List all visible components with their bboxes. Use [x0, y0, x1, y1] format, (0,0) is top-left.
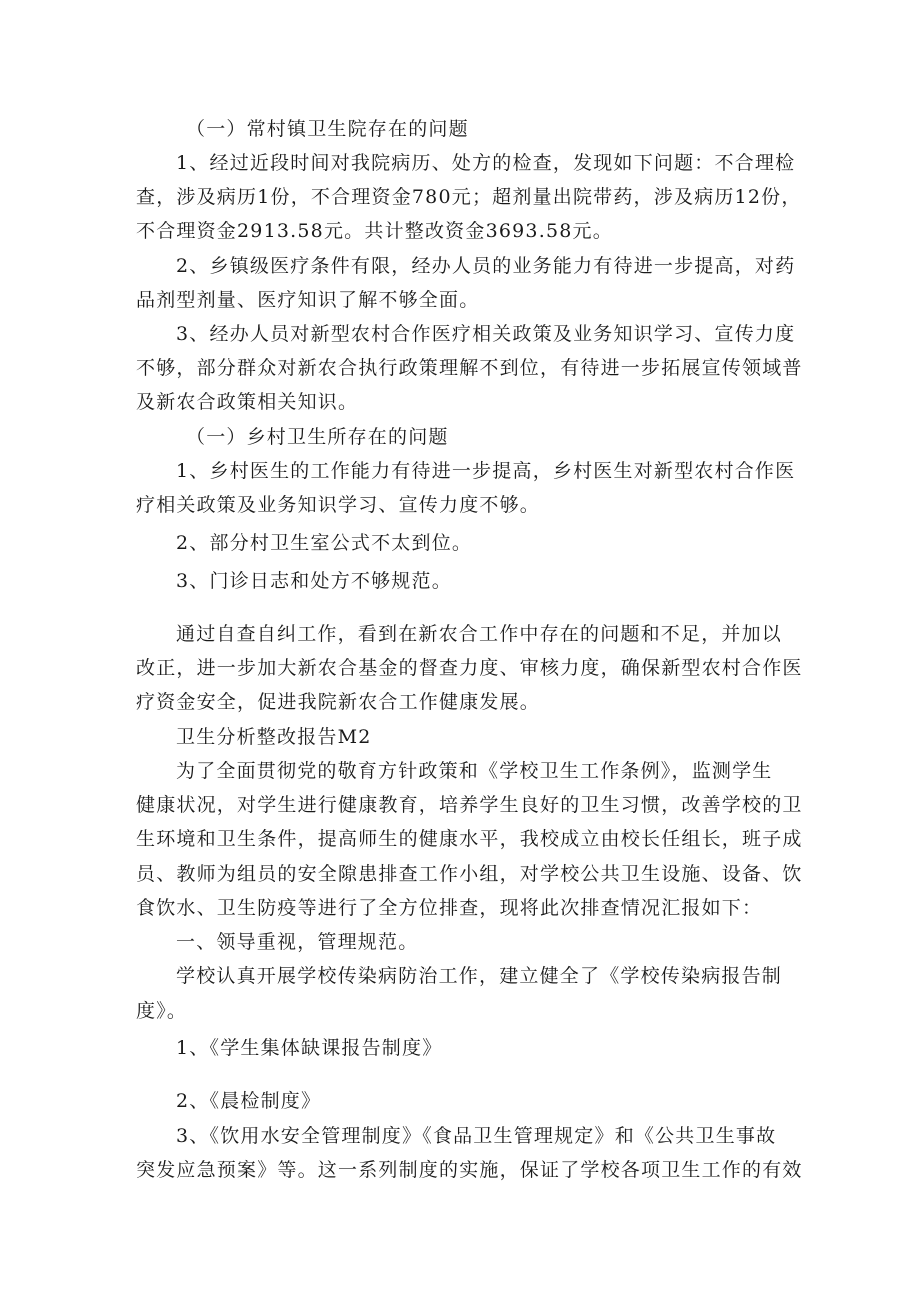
text-line: 食饮水、卫生防疫等进行了全方位排查，现将此次排查情况汇报如下：	[136, 897, 763, 919]
text-line: 疗相关政策及业务知识学习、宣传力度不够。	[136, 494, 541, 516]
text-line: 不合理资金2913.58元。共计整改资金3693.58元。	[136, 220, 613, 242]
text-line: 3、经办人员对新型农村合作医疗相关政策及业务知识学习、宣传力度	[176, 323, 796, 345]
text-line: 1、乡村医生的工作能力有待进一步提高，乡村医生对新型农村合作医	[176, 460, 796, 482]
text-line: 3、门诊日志和处方不够规范。	[176, 570, 452, 592]
section-heading-township-hospital: （一）常村镇卫生院存在的问题	[186, 118, 469, 140]
text-line: 疗资金安全，促进我院新农合工作健康发展。	[136, 691, 541, 713]
text-line: 不够，部分群众对新农合执行政策理解不到位，有待进一步拓展宣传领域普	[136, 357, 803, 379]
text-line: 为了全面贯彻党的敬育方针政策和《学校卫生工作条例》，监测学生	[176, 760, 773, 782]
text-line: 2、部分村卫生室公式不太到位。	[176, 532, 473, 554]
report-title: 卫生分析整改报告M2	[176, 726, 372, 748]
text-line: 健康状况，对学生进行健康教育，培养学生良好的卫生习惯，改善学校的卫	[136, 794, 803, 816]
section-heading-village-clinic: （一）乡村卫生所存在的问题	[186, 426, 449, 448]
text-line: 生环境和卫生条件，提高师生的健康水平，我校成立由校长任组长，班子成	[136, 828, 803, 850]
section-heading-leadership: 一、领导重视，管理规范。	[176, 931, 419, 953]
text-line: 品剂型剂量、医疗知识了解不够全面。	[136, 289, 480, 311]
text-line: 突发应急预案》等。这一系列制度的实施，保证了学校各项卫生工作的有效	[136, 1159, 803, 1181]
text-line: 改正，进一步加大新农合基金的督查力度、审核力度，确保新型农村合作医	[136, 657, 803, 679]
text-line: 1、《学生集体缺课报告制度》	[176, 1037, 443, 1059]
text-line: 2、《晨检制度》	[176, 1090, 322, 1112]
text-line: 1、经过近段时间对我院病历、处方的检查，发现如下问题：不合理检	[176, 152, 796, 174]
text-line: 3、《饮用水安全管理制度》《食品卫生管理规定》和《公共卫生事故	[176, 1125, 777, 1147]
text-line: 学校认真开展学校传染病防治工作，建立健全了《学校传染病报告制	[176, 965, 783, 987]
text-line: 员、教师为组员的安全隙患排查工作小组，对学校公共卫生设施、设备、饮	[136, 863, 803, 885]
text-line: 及新农合政策相关知识。	[136, 391, 359, 413]
text-line: 查，涉及病历1份，不合理资金780元；超剂量出院带药，涉及病历12份，	[136, 186, 802, 208]
text-line: 通过自查自纠工作，看到在新农合工作中存在的问题和不足，并加以	[176, 623, 783, 645]
text-line: 2、乡镇级医疗条件有限，经办人员的业务能力有待进一步提高，对药	[176, 255, 796, 277]
text-line: 度》。	[136, 1000, 188, 1022]
